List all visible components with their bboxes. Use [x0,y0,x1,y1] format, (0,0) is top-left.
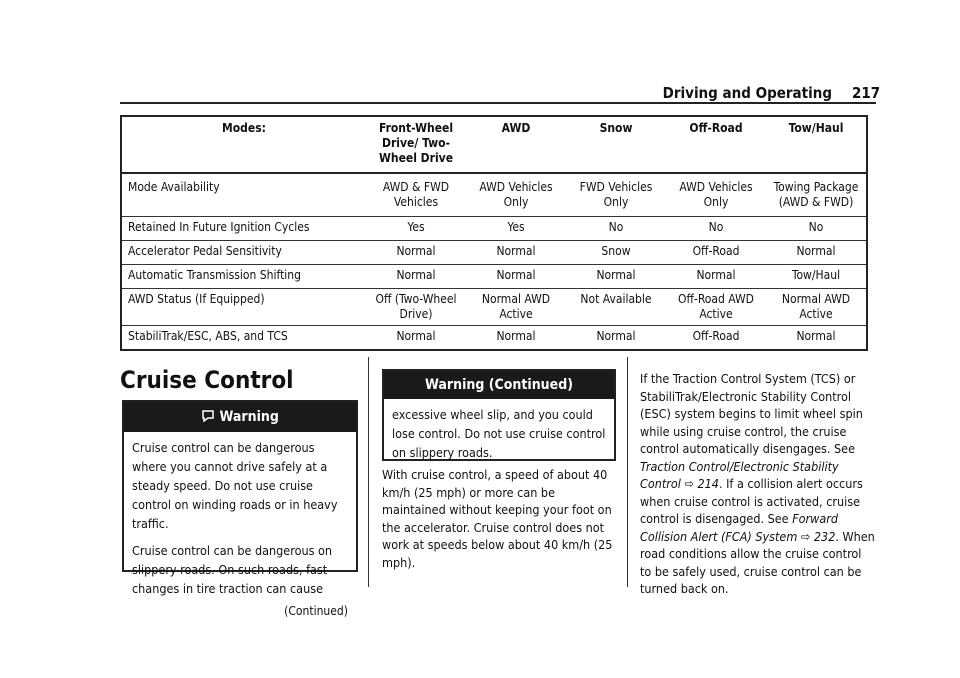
text-run: If the Traction Control System (TCS) or StabiliTrak/Electronic Stability Control (ESC) system begins to limit wheel spin while using cruise control, the cruise control automatically disengages. See [640,371,863,456]
warning-text: Cruise control can be dangerous where you cannot drive safely at a steady speed. Do not use cruise control on winding roads or in heavy traffic. [132,440,338,531]
page-ref-arrow-icon: ⇨ [684,476,694,491]
table-cell: Normal [366,326,466,351]
warning-header [124,402,356,432]
table-row [121,265,867,289]
table-cell: Normal [466,241,566,265]
table-cell: AWD Vehicles Only [466,173,566,217]
warning-box-continued [382,369,616,461]
page-reference[interactable]: 214 [697,476,719,491]
column-divider [627,357,628,587]
page-ref-arrow-icon: ⇨ [800,528,811,544]
table-cell: Snow [566,241,666,265]
row-label: Retained In Future Ignition Cycles [121,217,366,241]
table-cell: Normal [366,265,466,289]
drive-mode-table [120,115,868,351]
table-header-cell: Tow/Haul [766,116,867,173]
table-cell: Normal [766,241,867,265]
table-row [121,217,867,241]
column-divider [368,357,369,587]
continued-label: (Continued) [284,604,348,618]
table-cell: Off-Road [666,326,766,351]
table-header-cell: Front-Wheel Drive/ Two-Wheel Drive [366,116,466,173]
body-paragraph [640,370,876,598]
page-reference[interactable]: 232 [813,528,836,544]
page-number: 217 [852,84,881,102]
table-cell: Normal [366,241,466,265]
table-cell: Normal [566,326,666,351]
warning-text: excessive wheel slip, and you could lose control. Do not use cruise control on slippery roads. [392,407,606,460]
cross-reference-link[interactable]: Traction Control/Electronic Stability Control [640,458,839,491]
table-cell: Towing Package (AWD & FWD) [766,173,867,217]
text-run: . When road conditions allow the cruise control to be safely used, cruise control can be turned back on. [640,528,875,596]
table-row [121,241,867,265]
table-cell: Not Available [566,289,666,326]
body-paragraph: With cruise control, a speed of about 40 km/h (25 mph) or more can be maintained without keeping your foot on the accelerator. Cruise control does not work at speeds below about 40 km/h (25 mph). [382,467,613,570]
text-run: . If a collision alert occurs when cruise control is activated, cruise control is disengaged. See [640,476,863,526]
table-cell: Off (Two-Wheel Drive) [366,289,466,326]
table-cell: No [666,217,766,241]
row-label: AWD Status (If Equipped) [121,289,366,326]
table-cell: Yes [466,217,566,241]
table-cell: Normal [566,265,666,289]
table-cell: AWD & FWD Vehicles [366,173,466,217]
table-row [121,326,867,351]
cross-reference-link[interactable]: Forward Collision Alert (FCA) System [640,511,839,544]
section-title: Cruise Control [120,366,294,394]
table-cell: Normal [666,265,766,289]
table-cell: Off-Road [666,241,766,265]
warning-icon [201,409,219,425]
warning-text: Cruise control can be dangerous on slippery roads. On such roads, fast changes in tire traction can cause [132,543,333,596]
table-header-cell: AWD [466,116,566,173]
table-cell: Normal AWD Active [766,289,867,326]
row-label: Automatic Transmission Shifting [121,265,366,289]
warning-box [122,400,358,618]
table-cell: Normal [466,265,566,289]
warning-heading: Warning (Continued) [384,371,614,399]
table-cell: Off-Road AWD Active [666,289,766,326]
row-label: Accelerator Pedal Sensitivity [121,241,366,265]
table-cell: Yes [366,217,466,241]
table-cell: No [766,217,867,241]
table-cell: FWD Vehicles Only [566,173,666,217]
table-row [121,289,867,326]
running-header-section: Driving and Operating [662,84,832,102]
header-rule [120,102,876,104]
table-cell: Tow/Haul [766,265,867,289]
row-label: Mode Availability [121,173,366,217]
row-label: StabiliTrak/ESC, ABS, and TCS [121,326,366,351]
table-header-cell: Modes: [121,116,366,173]
table-header-cell: Snow [566,116,666,173]
table-cell: Normal AWD Active [466,289,566,326]
warning-heading: Warning [219,409,279,425]
table-cell: No [566,217,666,241]
table-header-cell: Off-Road [666,116,766,173]
table-cell: Normal [466,326,566,351]
table-row [121,173,867,217]
table-cell: AWD Vehicles Only [666,173,766,217]
table-header-row [121,116,867,173]
table-cell: Normal [766,326,867,351]
